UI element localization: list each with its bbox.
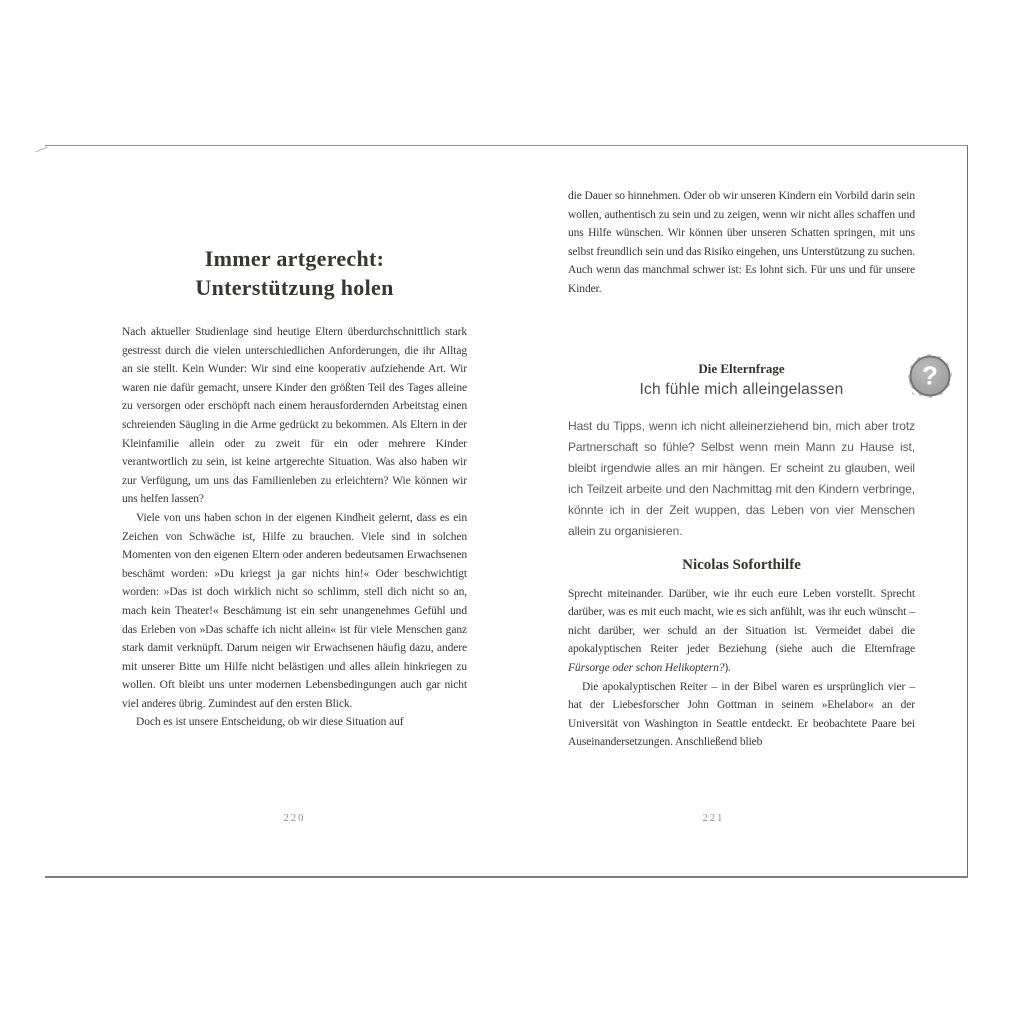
body-paragraph [568,416,915,542]
question-mark-icon [905,352,955,402]
chapter-title-line-1: Immer artgerecht: [204,246,385,271]
elternfrage-section [568,360,938,542]
elternfrage-question [568,416,915,542]
elternfrage-kicker: Die Elternfrage [698,360,785,376]
italic-reference: Fürsorge oder schon Helikoptern? [568,661,725,674]
body-paragraph [122,713,467,732]
right-page [568,146,938,876]
text-segment: Die apokalyptischen Reiter – in der Bibel waren es ursprünglich vier – hat der Liebesforscher John Gottman in seinem »Ehelabor« an der Universität von Washington in Seattle entdeckt. Er beobachtete Paare bei Auseinandersetzungen. Anschließend blieb [568,680,915,749]
soforthilfe-heading: Nicolas Soforthilfe [682,556,801,573]
text-segment: Doch es ist unsere Entscheidung, ob wir diese Situation auf [136,716,404,729]
body-paragraph [568,678,915,752]
text-segment: die Dauer so hinnehmen. Oder ob wir unseren Kindern ein Vorbild darin sein wollen, authentisch zu sein und zu zeigen, wenn wir nicht alles schaffen und uns Hilfe wünschen. Wir können über unseren Schatten springen, mit uns selbst freundlich sein und das Risiko eingehen, uns Unterstützung zu suchen. Auch wenn das manchmal schwer ist: Es lohnt sich. Für uns und für unsere Kinder. [568,190,915,295]
text-segment: Hast du Tipps, wenn ich nicht alleinerziehend bin, mich aber trotz Partnerschaft so fühle? Selbst wenn mein Mann zu Hause ist, bleibt irgendwie alles an mir hängen. Er scheint zu glauben, weil ich Teilzeit arbeite und den Nachmittag mit den Kindern verbringe, könnte ich in der Zeit wuppen, das Leben von vier Menschen allein zu organisieren. [568,418,915,538]
left-page-body [122,323,467,732]
book-spread [45,145,968,878]
page-number-right: 221 [702,813,725,824]
page-corner-tick [35,147,47,153]
chapter-title [122,244,467,302]
body-paragraph [568,187,915,299]
text-segment: Sprecht miteinander. Darüber, wie ihr euch eure Leben vorstellt. Sprecht darüber, was es mit euch macht, wie es sich anfühlt, was ihr euch wünscht – nicht darüber, wer schuld an der Situation ist. Vermeidet dabei die apokalyptischen Reiter jeder Beziehung (siehe auch die Elternfrage [568,587,915,656]
page-number-left: 220 [283,813,306,824]
left-page [122,146,467,876]
right-page-intro [568,187,915,299]
elternfrage-title: Ich fühle mich alleingelassen [639,380,844,398]
soforthilfe-body [568,585,915,752]
body-paragraph [122,323,467,509]
text-segment: ). [724,661,731,674]
body-paragraph [568,585,915,678]
text-segment: Viele von uns haben schon in der eigenen Kindheit gelernt, dass es ein Zeichen von Schwäche ist, Hilfe zu brauchen. Viele sind in solchen Momenten von den eigenen Eltern oder anderen bedeutsamen Erwachsenen beschämt worden: »Du kriegst ja gar nichts hin!« Oder beschwichtigt worden: »Das ist doch wirklich nicht so schlimm, stell dich nicht so an, mach kein Theater!« Beschämung ist ein sehr unangenehmes Gefühl und das Erleben von »Das schaffe ich nicht allein« ist für viele Menschen ganz stark damit verknüpft. Darum neigen wir Erwachsenen häufig dazu, andere mit unserer Bitte um Hilfe nicht belästigen und alles allein hinkriegen zu wollen. Oft bleibt uns unter modernen Lebensbedingungen auch gar nicht viel anderes übrig. Zumindest auf den ersten Blick. [122,511,467,710]
chapter-title-line-2: Unterstützung holen [195,275,394,300]
text-segment: Nach aktueller Studienlage sind heutige Eltern überdurchschnittlich stark gestresst durch die vielen unterschiedlichen Anforderungen, die ihr Alltag an sie stellt. Kein Wunder: Wir sind eine kooperativ aufziehende Art. Wir waren nie dafür gemacht, unsere Kinder den größten Teil des Tages alleine zu versorgen oder erschöpft nach einem herausfordernden Arbeitstag einen schreienden Säugling in die Arme gedrückt zu bekommen. Als Eltern in der Kleinfamilie allein oder zu zweit für ein oder mehrere Kinder verantwortlich zu sein, ist keine artgerechte Situation. Was also haben wir zur Verfügung, um uns das Familienleben zu erleichtern? Wie können wir uns helfen lassen? [122,326,467,506]
body-paragraph [122,509,467,714]
question-mark-glyph: ? [922,360,938,391]
